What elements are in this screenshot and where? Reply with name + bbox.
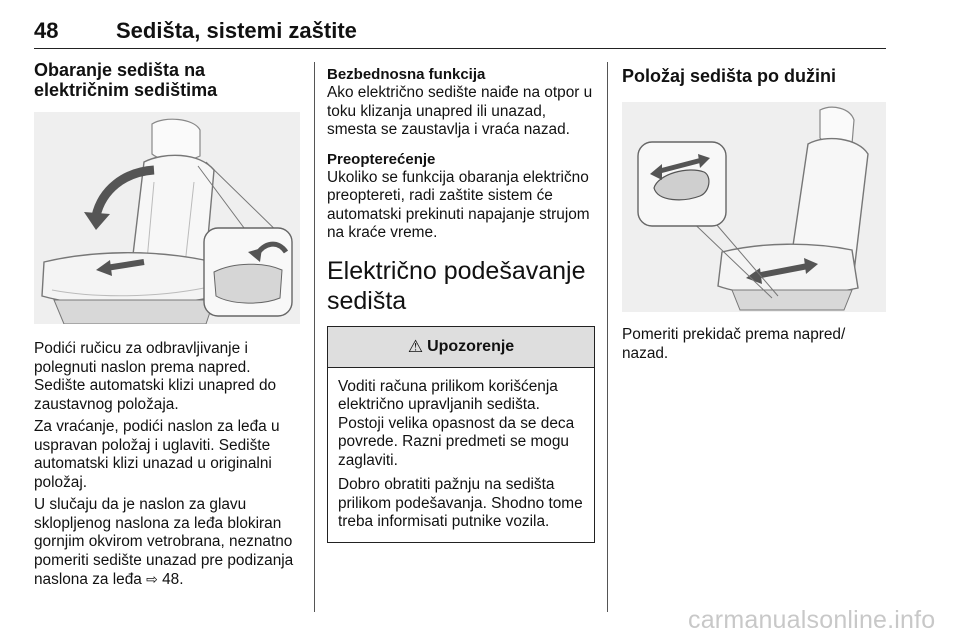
section-heading: Električno podešavanje sedišta <box>327 256 586 315</box>
page-header <box>34 14 886 49</box>
warning-body <box>328 368 594 542</box>
watermark: carmanualsonline.info <box>688 606 936 634</box>
section-heading: Položaj sedišta po dužini <box>622 66 837 86</box>
section-heading: Obaranje sedišta na električnim sedištima <box>34 60 218 100</box>
paragraph: Podići ručicu za odbravljivanje i polegnuti naslon prema napred. Sedište automatski klizi unapred do zaustavnog položaja. <box>34 340 277 413</box>
column-middle <box>327 60 595 543</box>
seat-length-drawing <box>622 102 886 312</box>
page-title: Sedišta, sistemi zaštite <box>116 18 357 43</box>
page-reference-number[interactable]: 48. <box>157 571 184 588</box>
seat-fold-drawing <box>34 112 300 324</box>
column-divider <box>314 62 315 612</box>
column-divider <box>607 62 608 612</box>
page-number: 48 <box>34 18 59 43</box>
paragraph: Dobro obratiti pažnju na sedišta prilikom podešavanja. Shodno tome treba informisati putnike vozila. <box>338 476 583 530</box>
paragraph: Voditi računa prilikom korišćenja električno upravljanih sedišta. Postoji velika opasnost da se deca povrede. Razni predmeti se mogu zaglaviti. <box>338 377 575 469</box>
paragraph: Ako električno sedište naiđe na otpor u toku klizanja unapred ili unazad, smesta se zaustavlja i vraća nazad. <box>327 84 593 138</box>
subheading: Preopterećenje <box>327 150 436 168</box>
page-reference-arrow-icon[interactable]: ⇨ <box>146 571 158 587</box>
subheading: Bezbednosna funkcija <box>327 66 486 83</box>
seat-length-illustration <box>622 102 886 312</box>
column-right <box>622 60 890 363</box>
warning-triangle-icon: ⚠ <box>407 336 424 356</box>
paragraph-text: U slučaju da je naslon za glavu sklopljenog naslona za leđa blokiran gornjim okvirom vetrobrana, neznatno pomeriti sedište unazad pre podizanja naslona za leđa <box>34 496 294 588</box>
paragraph <box>34 496 302 590</box>
column-left <box>34 60 302 590</box>
seat-fold-illustration <box>34 112 300 324</box>
warning-title: Upozorenje <box>427 337 515 355</box>
warning-box <box>327 326 595 543</box>
paragraph: Pomeriti prekidač prema napred/ nazad. <box>622 326 846 362</box>
paragraph: Za vraćanje, podići naslon za leđa u uspravan položaj i uglaviti. Sedište automatski klizi unazad u originalni položaj. <box>34 418 280 491</box>
warning-header <box>328 327 594 368</box>
paragraph: Ukoliko se funkcija obaranja električno preoptereti, radi zaštite sistem će automatski prekinuti napajanje strujom na kraće vreme. <box>327 168 590 241</box>
